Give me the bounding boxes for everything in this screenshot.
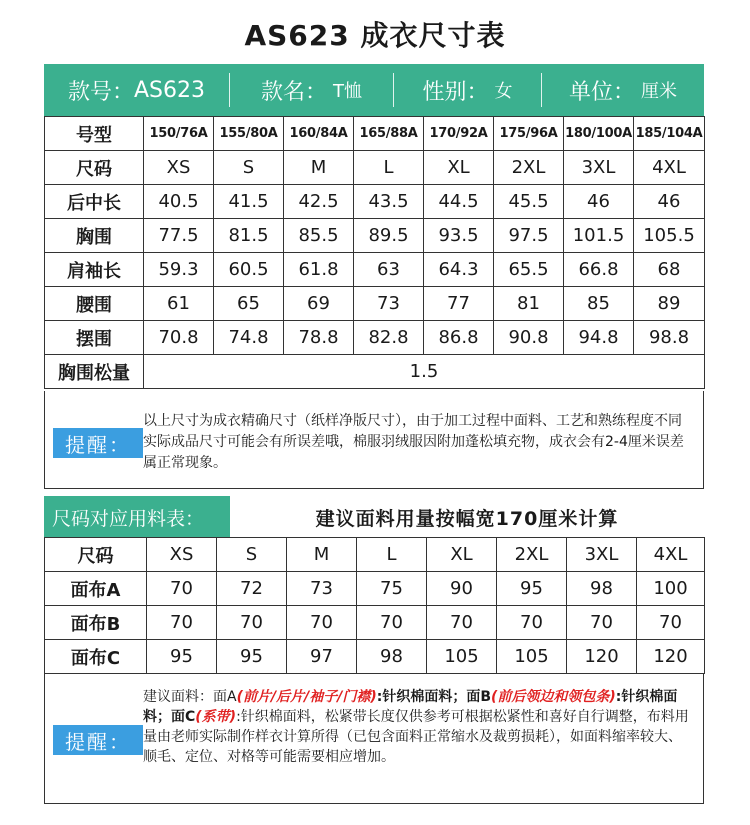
fabric-table bbox=[44, 537, 705, 674]
fabric-table-cell: S bbox=[217, 538, 287, 572]
fabric-table-row bbox=[45, 572, 705, 606]
fabric-c-material: :针织棉面料，松紧带长度仅供参考可根据松紧性和喜好自行调整，布料用量由老师实际制作样衣计算所得（已包含面料正常缩水及裁剪损耗），如面料缩率较大、顺毛、定位、对格等可能需要相应增加。 bbox=[143, 709, 689, 765]
size-table-cell: 46 bbox=[564, 185, 634, 219]
size-table-cell: 185/104A bbox=[634, 117, 705, 151]
fabric-table-cell: 70 bbox=[147, 572, 217, 606]
fabric-table-cell: 98 bbox=[567, 572, 637, 606]
fabric-table-cell: M bbox=[287, 538, 357, 572]
fabric-table-row-header: 面布C bbox=[45, 640, 147, 674]
fabric-suggestion-text bbox=[143, 687, 693, 767]
size-table-cell: 46 bbox=[634, 185, 705, 219]
size-table-cell: 70.8 bbox=[144, 321, 214, 355]
fabric-table-row-header: 尺码 bbox=[45, 538, 147, 572]
style-number-value: AS623 bbox=[134, 77, 206, 103]
fabric-table-cell: 70 bbox=[427, 606, 497, 640]
size-table-row-header: 后中长 bbox=[45, 185, 144, 219]
size-table-cell: 74.8 bbox=[214, 321, 284, 355]
fabric-width-note: 建议面料用量按幅宽170厘米计算 bbox=[315, 507, 619, 530]
size-table-cell: 44.5 bbox=[424, 185, 494, 219]
gender-value: 女 bbox=[494, 81, 513, 102]
fabric-table-cell: 90 bbox=[427, 572, 497, 606]
fabric-table-cell: 70 bbox=[147, 606, 217, 640]
size-table-cell: 155/80A bbox=[214, 117, 284, 151]
reminder-text: 以上尺寸为成衣精确尺寸（纸样净版尺寸），由于加工过程中面料、工艺和熟练程度不同实际成品尺寸可能会有所误差哦，棉服羽绒服因附加蓬松填充物，成衣会有2-4厘米误差属正常现象。 bbox=[143, 413, 684, 471]
size-table-cell: 94.8 bbox=[564, 321, 634, 355]
size-table-row-header: 胸围 bbox=[45, 219, 144, 253]
fabric-table-cell: 97 bbox=[287, 640, 357, 674]
size-table-cell: 45.5 bbox=[494, 185, 564, 219]
fabric-table-cell: 95 bbox=[497, 572, 567, 606]
size-table-row-header: 尺码 bbox=[45, 151, 144, 185]
size-table-cell: 160/84A bbox=[284, 117, 354, 151]
size-table-cell: 81 bbox=[494, 287, 564, 321]
size-table-cell: 85.5 bbox=[284, 219, 354, 253]
size-table-cell: 40.5 bbox=[144, 185, 214, 219]
size-table-cell: 175/96A bbox=[494, 117, 564, 151]
unit-label: 单位： bbox=[568, 79, 635, 105]
unit-cell bbox=[542, 64, 704, 116]
fabric-table-cell: 98 bbox=[357, 640, 427, 674]
size-table-row bbox=[45, 287, 705, 321]
size-table-row-header: 号型 bbox=[45, 117, 144, 151]
size-table-cell: 85 bbox=[564, 287, 634, 321]
size-table-cell: 77 bbox=[424, 287, 494, 321]
gender-cell bbox=[394, 64, 541, 116]
size-table-cell: 61.8 bbox=[284, 253, 354, 287]
fabric-table-cell: 70 bbox=[497, 606, 567, 640]
size-table-cell: 2XL bbox=[494, 151, 564, 185]
size-table-cell: 60.5 bbox=[214, 253, 284, 287]
size-table-cell: 73 bbox=[354, 287, 424, 321]
size-table-cell: 41.5 bbox=[214, 185, 284, 219]
fabric-table-row bbox=[45, 640, 705, 674]
size-table-cell: 63 bbox=[354, 253, 424, 287]
fabric-table-cell: 70 bbox=[357, 606, 427, 640]
fabric-table-row-header: 面布A bbox=[45, 572, 147, 606]
size-table-cell: S bbox=[214, 151, 284, 185]
style-number-label: 款号： bbox=[67, 79, 134, 105]
size-table-row bbox=[45, 117, 705, 151]
size-table-cell: XL bbox=[424, 151, 494, 185]
size-table-cell: 42.5 bbox=[284, 185, 354, 219]
fabric-table-cell: 75 bbox=[357, 572, 427, 606]
size-table-row-header: 腰围 bbox=[45, 287, 144, 321]
size-table-cell: 68 bbox=[634, 253, 705, 287]
fabric-table-cell: 95 bbox=[147, 640, 217, 674]
size-table-cell: 4XL bbox=[634, 151, 705, 185]
fabric-table-cell: L bbox=[357, 538, 427, 572]
style-name-label: 款名： bbox=[260, 79, 327, 105]
size-table-cell: 64.3 bbox=[424, 253, 494, 287]
fabric-table-cell: 100 bbox=[637, 572, 705, 606]
size-table-cell: 86.8 bbox=[424, 321, 494, 355]
size-table-cell: 98.8 bbox=[634, 321, 705, 355]
fabric-c-parts: (系带) bbox=[195, 709, 237, 725]
size-table-cell: 150/76A bbox=[144, 117, 214, 151]
fabric-section-header bbox=[44, 496, 704, 538]
size-table-cell: 61 bbox=[144, 287, 214, 321]
ease-label: 胸围松量 bbox=[45, 355, 144, 389]
ease-row bbox=[45, 355, 705, 389]
size-table-cell: 89.5 bbox=[354, 219, 424, 253]
gender-label: 性别： bbox=[422, 79, 489, 105]
fabric-table-cell: 73 bbox=[287, 572, 357, 606]
size-table-cell: 65.5 bbox=[494, 253, 564, 287]
size-table-cell: 81.5 bbox=[214, 219, 284, 253]
fabric-table-cell: 72 bbox=[217, 572, 287, 606]
size-table-cell: 3XL bbox=[564, 151, 634, 185]
fabric-table-row bbox=[45, 606, 705, 640]
fabric-table-cell: 105 bbox=[427, 640, 497, 674]
size-table-row-header: 肩袖长 bbox=[45, 253, 144, 287]
fabric-table-cell: XL bbox=[427, 538, 497, 572]
size-table bbox=[44, 116, 705, 389]
fabric-b-parts: (前后领边和领包条) bbox=[491, 689, 616, 705]
fabric-table-cell: 105 bbox=[497, 640, 567, 674]
fabric-table-cell: 4XL bbox=[637, 538, 705, 572]
size-table-cell: 105.5 bbox=[634, 219, 705, 253]
size-table-cell: 66.8 bbox=[564, 253, 634, 287]
fabric-section-title: 尺码对应用料表： bbox=[44, 496, 230, 538]
style-name-cell bbox=[230, 64, 393, 116]
size-table-cell: 65 bbox=[214, 287, 284, 321]
page-title: AS623 成衣尺寸表 bbox=[244, 19, 506, 52]
fabric-a-parts: (前片/后片/袖子/门襟) bbox=[236, 689, 377, 705]
fabric-table-cell: 70 bbox=[567, 606, 637, 640]
reminder-badge: 提醒： bbox=[53, 725, 143, 755]
size-table-row-header: 摆围 bbox=[45, 321, 144, 355]
size-table-cell: 69 bbox=[284, 287, 354, 321]
fabric-table-cell: 95 bbox=[217, 640, 287, 674]
size-table-cell: 93.5 bbox=[424, 219, 494, 253]
fabric-a-material: :针织棉面料；面B bbox=[376, 689, 491, 705]
size-table-cell: 43.5 bbox=[354, 185, 424, 219]
size-table-cell: L bbox=[354, 151, 424, 185]
reminder-box-2 bbox=[44, 673, 704, 804]
ease-value: 1.5 bbox=[144, 355, 705, 389]
size-table-cell: 78.8 bbox=[284, 321, 354, 355]
size-table-cell: 101.5 bbox=[564, 219, 634, 253]
style-name-value: T恤 bbox=[333, 81, 362, 102]
fabric-table-cell: 2XL bbox=[497, 538, 567, 572]
size-table-row bbox=[45, 219, 705, 253]
fabric-table-cell: 70 bbox=[217, 606, 287, 640]
size-table-cell: 82.8 bbox=[354, 321, 424, 355]
fabric-table-cell: 120 bbox=[637, 640, 705, 674]
size-table-cell: 97.5 bbox=[494, 219, 564, 253]
size-table-cell: 90.8 bbox=[494, 321, 564, 355]
size-table-cell: 77.5 bbox=[144, 219, 214, 253]
reminder-badge: 提醒： bbox=[53, 428, 143, 458]
size-table-cell: M bbox=[284, 151, 354, 185]
size-table-row bbox=[45, 151, 705, 185]
size-table-row bbox=[45, 185, 705, 219]
size-table-cell: 170/92A bbox=[424, 117, 494, 151]
unit-value: 厘米 bbox=[641, 81, 677, 102]
size-table-cell: XS bbox=[144, 151, 214, 185]
fabric-table-cell: 3XL bbox=[567, 538, 637, 572]
fabric-table-cell: 70 bbox=[637, 606, 705, 640]
size-table-row bbox=[45, 321, 705, 355]
fabric-table-row bbox=[45, 538, 705, 572]
size-table-cell: 89 bbox=[634, 287, 705, 321]
fabric-table-row-header: 面布B bbox=[45, 606, 147, 640]
fabric-table-cell: 70 bbox=[287, 606, 357, 640]
fabric-b-material: :针织棉面料；面C bbox=[143, 689, 678, 725]
size-table-cell: 59.3 bbox=[144, 253, 214, 287]
fabric-table-cell: 120 bbox=[567, 640, 637, 674]
product-info-bar bbox=[44, 64, 704, 116]
size-table-cell: 165/88A bbox=[354, 117, 424, 151]
fabric-a-intro: 建议面料：面A bbox=[143, 689, 237, 705]
fabric-table-cell: XS bbox=[147, 538, 217, 572]
reminder-box-1 bbox=[44, 391, 704, 489]
size-table-cell: 180/100A bbox=[564, 117, 634, 151]
size-table-row bbox=[45, 253, 705, 287]
style-number-cell bbox=[44, 64, 229, 116]
